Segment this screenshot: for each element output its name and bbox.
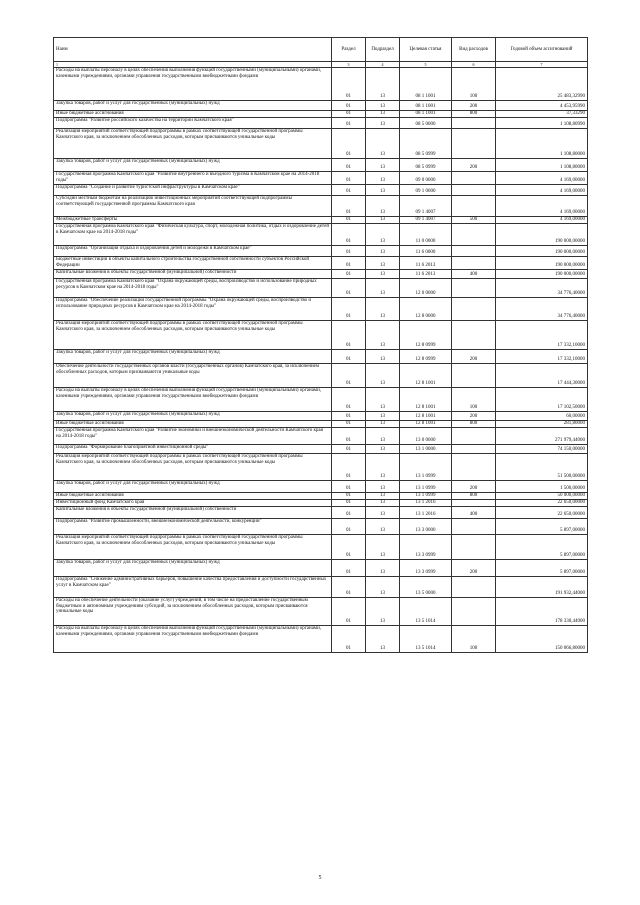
- row-razdel: 01: [332, 246, 366, 257]
- row-name: Расходы на выплаты персоналу в целях обеспечения выполнения функций государственными (муниципальными) органами, казенными учреждениями, органами управления государственными внебюджетными фондами: [54, 68, 332, 101]
- row-expense-type: 100: [452, 626, 496, 653]
- row-razdel: 01: [332, 257, 366, 270]
- row-name: Иные бюджетные ассигнования: [54, 421, 332, 428]
- column-number: 5: [400, 62, 452, 68]
- row-name: Иные бюджетные ассигнования: [54, 111, 332, 118]
- row-expense-type: 200: [452, 412, 496, 421]
- row-target-article: 13 1 2016: [400, 507, 452, 519]
- row-target-article: 13 3 0000: [400, 519, 452, 535]
- row-amount: 22 650,00000: [496, 500, 588, 507]
- header-podrazdel: Подраздел: [366, 38, 400, 62]
- row-razdel: 01: [332, 350, 366, 364]
- row-amount: 17 102,50000: [496, 388, 588, 412]
- row-target-article: 12 8 0999: [400, 321, 452, 350]
- row-amount: 281,80000: [496, 421, 588, 428]
- column-number: 3: [332, 62, 366, 68]
- row-expense-type: 500: [452, 217, 496, 224]
- row-name: Закупка товаров, работ и услуг для государственных (муниципальных) нужд: [54, 159, 332, 172]
- header-expense-type: Вид расходов: [452, 38, 496, 62]
- table-row: [54, 421, 588, 428]
- row-expense-type: [452, 535, 496, 560]
- row-expense-type: [452, 598, 496, 626]
- row-amount: 34 776,40000: [496, 279, 588, 298]
- row-amount: 4 169,00000: [496, 217, 588, 224]
- table-row: [54, 172, 588, 185]
- row-podrazdel: 13: [366, 412, 400, 421]
- row-amount: 4 169,00000: [496, 196, 588, 217]
- row-expense-type: [452, 185, 496, 196]
- row-podrazdel: 13: [366, 257, 400, 270]
- row-amount: 60,00000: [496, 412, 588, 421]
- row-target-article: 13 5 1014: [400, 598, 452, 626]
- row-amount: 50 000,00000: [496, 493, 588, 500]
- row-razdel: 01: [332, 224, 366, 246]
- table-row: [54, 445, 588, 454]
- row-razdel: 01: [332, 598, 366, 626]
- row-expense-type: [452, 454, 496, 481]
- row-amount: 37,33290: [496, 111, 588, 118]
- row-target-article: 08 1 1001: [400, 68, 452, 101]
- row-podrazdel: 13: [366, 350, 400, 364]
- row-razdel: 01: [332, 217, 366, 224]
- table-row: [54, 626, 588, 653]
- row-amount: 51 500,00000: [496, 454, 588, 481]
- table-row: [54, 101, 588, 111]
- row-target-article: 08 1 1001: [400, 101, 452, 111]
- row-name: Подпрограмма "Снижение административных барьеров, повышение качества предоставления и доступности государственных услуг в Камчатском крае": [54, 577, 332, 598]
- row-podrazdel: 13: [366, 196, 400, 217]
- row-expense-type: 200: [452, 481, 496, 493]
- row-amount: 74 150,00000: [496, 445, 588, 454]
- row-podrazdel: 13: [366, 626, 400, 653]
- row-amount: 190 000,00000: [496, 257, 588, 270]
- row-razdel: 01: [332, 321, 366, 350]
- row-razdel: 01: [332, 519, 366, 535]
- row-target-article: 11 6 2013: [400, 257, 452, 270]
- row-target-article: 09 0 0000: [400, 172, 452, 185]
- row-target-article: 13 1 0000: [400, 445, 452, 454]
- row-name: Закупка товаров, работ и услуг для государственных (муниципальных) нужд: [54, 560, 332, 577]
- row-name: Капитальные вложения в объекты государственной (муниципальной) собственности: [54, 270, 332, 279]
- column-number: 1: [54, 62, 332, 68]
- row-amount: 190 000,00000: [496, 270, 588, 279]
- table-row: [54, 246, 588, 257]
- row-podrazdel: 13: [366, 246, 400, 257]
- row-target-article: 08 1 1001: [400, 111, 452, 118]
- table-row: [54, 68, 588, 101]
- row-name: Закупка товаров, работ и услуг для государственных (муниципальных) нужд: [54, 101, 332, 111]
- row-amount: 5 897,00000: [496, 560, 588, 577]
- row-name: Закупка товаров, работ и услуг для государственных (муниципальных) нужд: [54, 412, 332, 421]
- row-amount: 1 108,80000: [496, 129, 588, 159]
- row-expense-type: 200: [452, 159, 496, 172]
- row-name: Подпрограмма "Формирование благоприятной инвестиционной среды": [54, 445, 332, 454]
- table-row: [54, 507, 588, 519]
- row-razdel: 01: [332, 577, 366, 598]
- table-row: [54, 270, 588, 279]
- row-expense-type: [452, 428, 496, 445]
- row-amount: 4 453,95990: [496, 101, 588, 111]
- row-razdel: 01: [332, 626, 366, 653]
- table-row: [54, 224, 588, 246]
- row-podrazdel: 13: [366, 388, 400, 412]
- row-podrazdel: 13: [366, 217, 400, 224]
- row-name: Подпрограмма "Развитие российского казачества на территории Камчатского края": [54, 118, 332, 129]
- table-row: [54, 388, 588, 412]
- row-podrazdel: 13: [366, 445, 400, 454]
- row-target-article: 13 5 0000: [400, 577, 452, 598]
- row-expense-type: [452, 298, 496, 321]
- row-name: Подпрограмма "Организация отдыха и оздоровления детей и молодежи в Камчатском крае": [54, 246, 332, 257]
- row-podrazdel: 13: [366, 172, 400, 185]
- row-name: Межбюджетные трансферты: [54, 217, 332, 224]
- row-podrazdel: 13: [366, 118, 400, 129]
- row-expense-type: 400: [452, 507, 496, 519]
- row-amount: 190 000,00000: [496, 224, 588, 246]
- row-target-article: 12 8 1001: [400, 421, 452, 428]
- table-row: [54, 350, 588, 364]
- row-expense-type: 200: [452, 101, 496, 111]
- row-razdel: 01: [332, 129, 366, 159]
- row-podrazdel: 13: [366, 428, 400, 445]
- row-podrazdel: 13: [366, 507, 400, 519]
- row-name: Закупка товаров, работ и услуг для государственных (муниципальных) нужд: [54, 481, 332, 493]
- row-expense-type: [452, 577, 496, 598]
- row-amount: 5 897,00000: [496, 519, 588, 535]
- row-razdel: 01: [332, 421, 366, 428]
- header-target-article: Целевая статья: [400, 38, 452, 62]
- row-podrazdel: 13: [366, 535, 400, 560]
- row-razdel: 01: [332, 500, 366, 507]
- row-razdel: 01: [332, 159, 366, 172]
- row-name: Закупка товаров, работ и услуг для государственных (муниципальных) нужд: [54, 350, 332, 364]
- table-row: [54, 217, 588, 224]
- header-amount: Годовой объем ассигнований: [496, 38, 588, 62]
- row-podrazdel: 13: [366, 224, 400, 246]
- table-row: [54, 118, 588, 129]
- row-podrazdel: 13: [366, 270, 400, 279]
- table-row: [54, 321, 588, 350]
- row-target-article: 13 5 1014: [400, 626, 452, 653]
- row-target-article: 13 3 0999: [400, 560, 452, 577]
- row-podrazdel: 13: [366, 111, 400, 118]
- row-razdel: 01: [332, 279, 366, 298]
- row-target-article: 12 8 0000: [400, 298, 452, 321]
- table-row: [54, 560, 588, 577]
- table-row: [54, 111, 588, 118]
- table-row: [54, 577, 588, 598]
- header-name: Наим: [54, 38, 332, 62]
- row-razdel: 01: [332, 185, 366, 196]
- row-razdel: 01: [332, 481, 366, 493]
- row-name: Расходы на выплаты персоналу в целях обеспечения выполнения функций государственными (муниципальными) органами, казенными учреждениями, органами управления государственными внебюджетными фондами: [54, 388, 332, 412]
- table-row: [54, 196, 588, 217]
- row-expense-type: [452, 246, 496, 257]
- table-row: [54, 500, 588, 507]
- row-target-article: 08 5 0999: [400, 129, 452, 159]
- row-expense-type: [452, 445, 496, 454]
- row-expense-type: 800: [452, 493, 496, 500]
- row-name: Инвестиционный фонд Камчатского края: [54, 500, 332, 507]
- row-target-article: 13 0 0000: [400, 428, 452, 445]
- table-row: [54, 481, 588, 493]
- table-row: [54, 159, 588, 172]
- row-target-article: 11 0 0000: [400, 224, 452, 246]
- row-amount: 4 169,00000: [496, 185, 588, 196]
- row-expense-type: [452, 257, 496, 270]
- budget-table: [53, 37, 588, 653]
- row-amount: 1 108,80990: [496, 118, 588, 129]
- row-amount: 34 776,40000: [496, 298, 588, 321]
- row-razdel: 01: [332, 412, 366, 421]
- row-amount: 17 332,10000: [496, 321, 588, 350]
- row-expense-type: [452, 321, 496, 350]
- row-target-article: 13 1 0999: [400, 454, 452, 481]
- row-name: Субсидии местным бюджетам на реализацию инвестиционных мероприятий соответствующей подпрограммы соответствующей государственной программы Камчатского края: [54, 196, 332, 217]
- row-name: Подпрограмма "Обеспечение реализации государственной программы "Охрана окружающей среды, воспроизводство и использование природных ресурсов в Камчатском крае на 2014-2018 годы": [54, 298, 332, 321]
- row-razdel: 01: [332, 388, 366, 412]
- row-target-article: 13 3 0999: [400, 535, 452, 560]
- row-razdel: 01: [332, 118, 366, 129]
- row-amount: 17 444,30000: [496, 364, 588, 388]
- row-amount: 22 650,00000: [496, 507, 588, 519]
- row-razdel: 01: [332, 445, 366, 454]
- table-row: [54, 279, 588, 298]
- row-target-article: 12 8 1001: [400, 388, 452, 412]
- page-number: 5: [318, 875, 322, 881]
- row-name: Реализация мероприятий соответствующей подпрограммы в рамках соответствующей государственной программы Камчатского края, за исключением обособленных расходов, которым присваиваются уникальные коды: [54, 321, 332, 350]
- table-row: [54, 412, 588, 421]
- row-podrazdel: 13: [366, 577, 400, 598]
- row-razdel: 01: [332, 111, 366, 118]
- row-podrazdel: 13: [366, 454, 400, 481]
- row-razdel: 01: [332, 364, 366, 388]
- row-expense-type: [452, 129, 496, 159]
- row-expense-type: [452, 279, 496, 298]
- row-amount: 25 483,32990: [496, 68, 588, 101]
- row-target-article: 12 8 1001: [400, 364, 452, 388]
- table-row: [54, 428, 588, 445]
- row-name: Бюджетные инвестиции в объекты капитального строительства государственной собственности субъектов Российской Федерации: [54, 257, 332, 270]
- table-header-row: [54, 38, 588, 62]
- row-razdel: 01: [332, 68, 366, 101]
- row-amount: 178 330,44000: [496, 598, 588, 626]
- row-expense-type: 100: [452, 68, 496, 101]
- row-expense-type: [452, 118, 496, 129]
- row-podrazdel: 13: [366, 364, 400, 388]
- row-expense-type: 400: [452, 270, 496, 279]
- row-amount: 190 000,00000: [496, 246, 588, 257]
- row-podrazdel: 13: [366, 298, 400, 321]
- row-expense-type: 800: [452, 111, 496, 118]
- row-expense-type: [452, 224, 496, 246]
- row-expense-type: [452, 364, 496, 388]
- row-podrazdel: 13: [366, 560, 400, 577]
- row-podrazdel: 13: [366, 321, 400, 350]
- row-name: Государственная программа Камчатского края "Развитие экономики и внешнеэкономической деятельности Камчатского края на 2014-2018 годы": [54, 428, 332, 445]
- row-target-article: 12 0 0000: [400, 279, 452, 298]
- row-razdel: 01: [332, 560, 366, 577]
- table-row: [54, 493, 588, 500]
- row-expense-type: 200: [452, 350, 496, 364]
- row-razdel: 01: [332, 428, 366, 445]
- row-target-article: 08 5 0999: [400, 159, 452, 172]
- row-podrazdel: 13: [366, 68, 400, 101]
- column-number: 6: [452, 62, 496, 68]
- row-expense-type: [452, 196, 496, 217]
- row-expense-type: [452, 172, 496, 185]
- row-name: Государственная программа Камчатского края "Физическая культура, спорт, молодежная политика, отдых и оздоровление детей в Камчатском крае на 2014-2018 годы": [54, 224, 332, 246]
- row-target-article: 09 1 4007: [400, 196, 452, 217]
- row-name: Подпрограмма "Развитие промышленности, внешнеэкономической деятельности, конкуренции": [54, 519, 332, 535]
- table-row: [54, 185, 588, 196]
- row-razdel: 01: [332, 196, 366, 217]
- row-podrazdel: 13: [366, 519, 400, 535]
- row-name: Государственная программа Камчатского края "Развитие внутреннего и въездного туризма в Камчатском крае на 2014-2018 годы": [54, 172, 332, 185]
- row-expense-type: [452, 500, 496, 507]
- row-amount: 1 108,80000: [496, 159, 588, 172]
- table-row: [54, 519, 588, 535]
- table-row: [54, 535, 588, 560]
- row-expense-type: [452, 519, 496, 535]
- row-podrazdel: 13: [366, 481, 400, 493]
- row-target-article: 13 1 2016: [400, 500, 452, 507]
- row-target-article: 11 6 2013: [400, 270, 452, 279]
- row-podrazdel: 13: [366, 598, 400, 626]
- row-name: Иные бюджетные ассигнования: [54, 493, 332, 500]
- row-target-article: 12 8 1001: [400, 412, 452, 421]
- row-target-article: 09 1 4007: [400, 217, 452, 224]
- row-podrazdel: 13: [366, 421, 400, 428]
- row-name: Обеспечение деятельности государственных органов власти (государственных органов) Камчатского края, за исключением обособленных расходов, которым присваиваются уникальные коды: [54, 364, 332, 388]
- row-target-article: 09 1 0000: [400, 185, 452, 196]
- row-name: Государственная программа Камчатского края "Охрана окружающей среды, воспроизводство и использование природных ресурсов в Камчатском крае на 2014-2018 годы": [54, 279, 332, 298]
- row-expense-type: 100: [452, 388, 496, 412]
- row-name: Капитальные вложения в объекты государственной (муниципальной) собственности: [54, 507, 332, 519]
- row-amount: 271 979,44000: [496, 428, 588, 445]
- row-name: Реализация мероприятий соответствующей подпрограммы в рамках соответствующей государственной программы Камчатского края, за исключением обособленных расходов, которым присваиваются уникальные коды: [54, 535, 332, 560]
- row-razdel: 01: [332, 172, 366, 185]
- row-target-article: 13 1 0999: [400, 481, 452, 493]
- row-target-article: 08 5 0000: [400, 118, 452, 129]
- header-razdel: Раздел: [332, 38, 366, 62]
- table-row: [54, 364, 588, 388]
- row-name: Реализация мероприятий соответствующей подпрограммы в рамках соответствующей государственной программы Камчатского края, за исключением обособленных расходов, которым присваиваются уникальные коды: [54, 454, 332, 481]
- row-amount: 17 332,10000: [496, 350, 588, 364]
- column-number: 4: [366, 62, 400, 68]
- table-row: [54, 129, 588, 159]
- row-amount: 191 932,44000: [496, 577, 588, 598]
- row-amount: 1 500,00000: [496, 481, 588, 493]
- row-amount: 5 897,00000: [496, 535, 588, 560]
- row-razdel: 01: [332, 493, 366, 500]
- row-razdel: 01: [332, 454, 366, 481]
- row-target-article: 11 6 0000: [400, 246, 452, 257]
- row-name: Расходы на обеспечение деятельности (оказание услуг) учреждений, в том числе на предоставление государственным бюджетным и автономным учреждениям субсидий, за исключением обособленных расходов, которым присваиваются уникальные коды: [54, 598, 332, 626]
- row-podrazdel: 13: [366, 279, 400, 298]
- row-amount: 150 066,80000: [496, 626, 588, 653]
- table-row: [54, 257, 588, 270]
- table-row: [54, 298, 588, 321]
- row-target-article: 13 1 0999: [400, 493, 452, 500]
- row-podrazdel: 13: [366, 101, 400, 111]
- row-podrazdel: 13: [366, 500, 400, 507]
- row-name: Реализация мероприятий соответствующей подпрограммы в рамках соответствующей государственной программы Камчатского края, за исключением обособленных расходов, которым присваиваются уникальные коды: [54, 129, 332, 159]
- row-razdel: 01: [332, 298, 366, 321]
- row-podrazdel: 13: [366, 159, 400, 172]
- row-podrazdel: 13: [366, 493, 400, 500]
- row-razdel: 01: [332, 270, 366, 279]
- row-podrazdel: 13: [366, 129, 400, 159]
- row-razdel: 01: [332, 101, 366, 111]
- row-razdel: 01: [332, 507, 366, 519]
- row-expense-type: 200: [452, 560, 496, 577]
- row-podrazdel: 13: [366, 185, 400, 196]
- column-number: 7: [496, 62, 588, 68]
- row-target-article: 12 8 0999: [400, 350, 452, 364]
- table-row: [54, 598, 588, 626]
- row-name: Подпрограмма "Создание и развитие туристской инфраструктуры в Камчатском крае": [54, 185, 332, 196]
- row-name: Расходы на выплаты персоналу в целях обеспечения выполнения функций государственными (муниципальными) органами, казенными учреждениями, органами управления государственными внебюджетными фондами: [54, 626, 332, 653]
- row-expense-type: 800: [452, 421, 496, 428]
- table-row: [54, 454, 588, 481]
- row-razdel: 01: [332, 535, 366, 560]
- row-amount: 4 169,00000: [496, 172, 588, 185]
